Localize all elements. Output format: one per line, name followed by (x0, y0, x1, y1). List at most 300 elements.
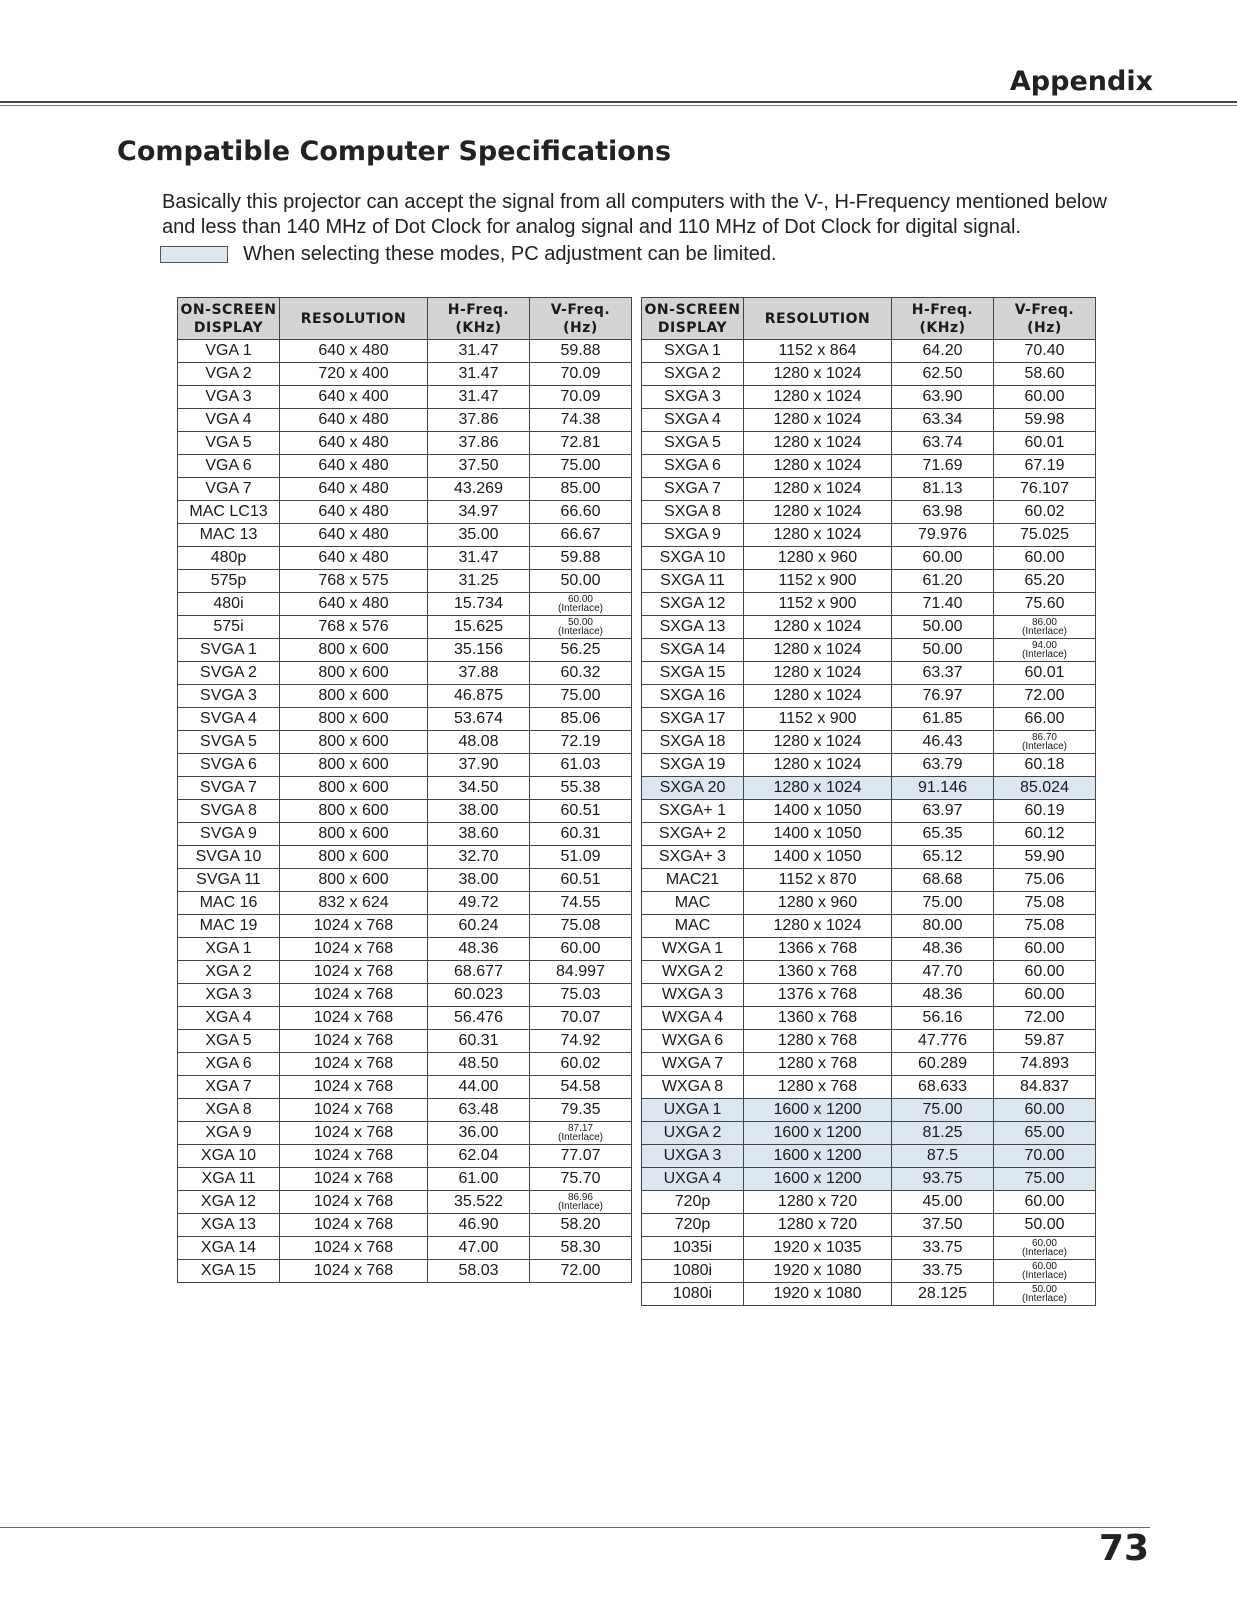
cell-resolution: 640 x 480 (280, 547, 428, 570)
table-row (642, 708, 1096, 731)
table-row (642, 1099, 1096, 1122)
cell-hfreq: 81.25 (892, 1122, 994, 1145)
cell-display: 575p (178, 570, 280, 593)
section-title: Compatible Computer Specifications (117, 136, 672, 167)
cell-hfreq: 68.68 (892, 869, 994, 892)
cell-resolution: 640 x 480 (280, 340, 428, 363)
cell-display: 1080i (642, 1260, 744, 1283)
table-row (178, 593, 632, 616)
cell-hfreq: 31.47 (428, 363, 530, 386)
cell-display: WXGA 3 (642, 984, 744, 1007)
cell-hfreq: 87.5 (892, 1145, 994, 1168)
cell-display: SVGA 6 (178, 754, 280, 777)
cell-vfreq: 74.92 (530, 1030, 632, 1053)
cell-hfreq: 38.60 (428, 823, 530, 846)
cell-display: WXGA 1 (642, 938, 744, 961)
cell-display: SVGA 2 (178, 662, 280, 685)
table-row (178, 455, 632, 478)
cell-display: WXGA 6 (642, 1030, 744, 1053)
cell-display: MAC 13 (178, 524, 280, 547)
cell-display: VGA 1 (178, 340, 280, 363)
table-row (642, 432, 1096, 455)
cell-display: SXGA 20 (642, 777, 744, 800)
cell-display: XGA 7 (178, 1076, 280, 1099)
table-row (642, 869, 1096, 892)
header-rule-thin (0, 105, 1237, 106)
cell-vfreq: 75.025 (994, 524, 1096, 547)
cell-display: XGA 1 (178, 938, 280, 961)
table-row (642, 1214, 1096, 1237)
cell-display: SXGA 7 (642, 478, 744, 501)
cell-hfreq: 80.00 (892, 915, 994, 938)
cell-hfreq: 81.13 (892, 478, 994, 501)
cell-vfreq: 59.98 (994, 409, 1096, 432)
cell-display: MAC LC13 (178, 501, 280, 524)
table-row (178, 409, 632, 432)
table-row (642, 478, 1096, 501)
cell-vfreq: 75.06 (994, 869, 1096, 892)
cell-resolution: 800 x 600 (280, 685, 428, 708)
cell-resolution: 768 x 576 (280, 616, 428, 639)
cell-vfreq: 72.00 (530, 1260, 632, 1283)
table-row (178, 1030, 632, 1053)
table-row (178, 432, 632, 455)
table-row (178, 1191, 632, 1214)
cell-display: XGA 10 (178, 1145, 280, 1168)
table-row (642, 340, 1096, 363)
cell-resolution: 1024 x 768 (280, 1145, 428, 1168)
cell-vfreq: 55.38 (530, 777, 632, 800)
cell-display: SVGA 7 (178, 777, 280, 800)
cell-resolution: 1024 x 768 (280, 1260, 428, 1283)
cell-hfreq: 33.75 (892, 1260, 994, 1283)
cell-hfreq: 63.37 (892, 662, 994, 685)
cell-vfreq: 75.00 (994, 1168, 1096, 1191)
table-row (178, 961, 632, 984)
col-header-resolution: RESOLUTION (280, 298, 428, 340)
cell-hfreq: 63.97 (892, 800, 994, 823)
intro-text (162, 190, 1107, 240)
cell-vfreq: 58.30 (530, 1237, 632, 1260)
cell-resolution: 800 x 600 (280, 662, 428, 685)
cell-resolution: 1280 x 1024 (744, 685, 892, 708)
cell-resolution: 1152 x 900 (744, 570, 892, 593)
cell-resolution: 1024 x 768 (280, 915, 428, 938)
cell-resolution: 1360 x 768 (744, 961, 892, 984)
cell-hfreq: 60.023 (428, 984, 530, 1007)
cell-hfreq: 46.43 (892, 731, 994, 754)
table-row (178, 846, 632, 869)
cell-display: 1080i (642, 1283, 744, 1306)
cell-vfreq: 59.88 (530, 340, 632, 363)
table-row (642, 754, 1096, 777)
cell-vfreq: 77.07 (530, 1145, 632, 1168)
cell-display: MAC21 (642, 869, 744, 892)
cell-display: VGA 7 (178, 478, 280, 501)
cell-hfreq: 93.75 (892, 1168, 994, 1191)
cell-resolution: 1152 x 864 (744, 340, 892, 363)
cell-vfreq: 50.00 (Interlace) (530, 616, 632, 639)
table-row (178, 685, 632, 708)
cell-display: 1035i (642, 1237, 744, 1260)
cell-hfreq: 68.677 (428, 961, 530, 984)
cell-hfreq: 46.90 (428, 1214, 530, 1237)
cell-resolution: 1280 x 1024 (744, 616, 892, 639)
cell-resolution: 640 x 480 (280, 409, 428, 432)
cell-display: SXGA 8 (642, 501, 744, 524)
cell-vfreq: 51.09 (530, 846, 632, 869)
cell-display: 720p (642, 1191, 744, 1214)
table-row (642, 1168, 1096, 1191)
cell-hfreq: 46.875 (428, 685, 530, 708)
spec-table-right (641, 297, 1096, 1306)
cell-resolution: 1600 x 1200 (744, 1145, 892, 1168)
cell-display: SXGA 5 (642, 432, 744, 455)
table-row (642, 1237, 1096, 1260)
cell-display: MAC 16 (178, 892, 280, 915)
cell-vfreq: 60.02 (530, 1053, 632, 1076)
cell-display: XGA 5 (178, 1030, 280, 1053)
cell-resolution: 800 x 600 (280, 800, 428, 823)
cell-resolution: 1024 x 768 (280, 1122, 428, 1145)
cell-hfreq: 33.75 (892, 1237, 994, 1260)
table-row (642, 409, 1096, 432)
cell-vfreq: 60.00 (994, 938, 1096, 961)
table-row (178, 662, 632, 685)
table-row (642, 386, 1096, 409)
cell-vfreq: 60.19 (994, 800, 1096, 823)
cell-hfreq: 38.00 (428, 800, 530, 823)
cell-resolution: 800 x 600 (280, 731, 428, 754)
cell-vfreq: 74.55 (530, 892, 632, 915)
table-row (642, 823, 1096, 846)
cell-resolution: 1280 x 960 (744, 892, 892, 915)
cell-vfreq: 75.60 (994, 593, 1096, 616)
header-rule (0, 101, 1237, 103)
cell-hfreq: 61.20 (892, 570, 994, 593)
cell-vfreq: 67.19 (994, 455, 1096, 478)
cell-display: XGA 9 (178, 1122, 280, 1145)
table-row (178, 524, 632, 547)
cell-display: SVGA 10 (178, 846, 280, 869)
cell-vfreq: 60.18 (994, 754, 1096, 777)
cell-hfreq: 60.24 (428, 915, 530, 938)
table-row (642, 1076, 1096, 1099)
cell-hfreq: 62.04 (428, 1145, 530, 1168)
cell-vfreq: 72.00 (994, 685, 1096, 708)
table-row (642, 616, 1096, 639)
table-row (178, 1122, 632, 1145)
table-row (178, 501, 632, 524)
cell-vfreq: 72.19 (530, 731, 632, 754)
cell-resolution: 1366 x 768 (744, 938, 892, 961)
cell-resolution: 1024 x 768 (280, 1191, 428, 1214)
cell-resolution: 1280 x 1024 (744, 731, 892, 754)
cell-display: SXGA 15 (642, 662, 744, 685)
cell-hfreq: 76.97 (892, 685, 994, 708)
cell-vfreq: 60.00 (994, 1099, 1096, 1122)
table-row (178, 363, 632, 386)
cell-display: VGA 2 (178, 363, 280, 386)
table-row (642, 961, 1096, 984)
cell-vfreq: 60.02 (994, 501, 1096, 524)
cell-vfreq: 75.03 (530, 984, 632, 1007)
cell-display: WXGA 8 (642, 1076, 744, 1099)
table-row (178, 547, 632, 570)
cell-hfreq: 38.00 (428, 869, 530, 892)
cell-display: WXGA 2 (642, 961, 744, 984)
cell-display: SXGA 17 (642, 708, 744, 731)
cell-display: VGA 3 (178, 386, 280, 409)
cell-hfreq: 63.98 (892, 501, 994, 524)
cell-resolution: 1024 x 768 (280, 1168, 428, 1191)
cell-vfreq: 72.00 (994, 1007, 1096, 1030)
table-row (642, 524, 1096, 547)
cell-vfreq: 70.07 (530, 1007, 632, 1030)
cell-hfreq: 65.35 (892, 823, 994, 846)
cell-vfreq: 60.00 (994, 961, 1096, 984)
cell-hfreq: 32.70 (428, 846, 530, 869)
cell-hfreq: 35.156 (428, 639, 530, 662)
cell-hfreq: 35.522 (428, 1191, 530, 1214)
table-row (642, 501, 1096, 524)
cell-display: SVGA 9 (178, 823, 280, 846)
cell-vfreq: 60.00 (994, 386, 1096, 409)
cell-hfreq: 31.47 (428, 340, 530, 363)
table-row (642, 1053, 1096, 1076)
cell-display: SVGA 11 (178, 869, 280, 892)
cell-hfreq: 47.776 (892, 1030, 994, 1053)
cell-resolution: 640 x 480 (280, 593, 428, 616)
cell-vfreq: 86.00 (Interlace) (994, 616, 1096, 639)
cell-hfreq: 15.625 (428, 616, 530, 639)
cell-display: SXGA 9 (642, 524, 744, 547)
table-row (178, 915, 632, 938)
cell-display: XGA 8 (178, 1099, 280, 1122)
cell-vfreq: 59.87 (994, 1030, 1096, 1053)
table-row (642, 662, 1096, 685)
cell-hfreq: 43.269 (428, 478, 530, 501)
cell-resolution: 640 x 400 (280, 386, 428, 409)
cell-hfreq: 71.69 (892, 455, 994, 478)
cell-hfreq: 56.476 (428, 1007, 530, 1030)
cell-hfreq: 48.36 (892, 984, 994, 1007)
header-title: Appendix (1009, 66, 1153, 97)
cell-vfreq: 87.17 (Interlace) (530, 1122, 632, 1145)
cell-vfreq: 50.00 (530, 570, 632, 593)
cell-hfreq: 44.00 (428, 1076, 530, 1099)
cell-resolution: 1920 x 1035 (744, 1237, 892, 1260)
cell-resolution: 800 x 600 (280, 754, 428, 777)
table-row (178, 570, 632, 593)
table-row (178, 938, 632, 961)
cell-hfreq: 64.20 (892, 340, 994, 363)
cell-vfreq: 85.00 (530, 478, 632, 501)
table-row (178, 1076, 632, 1099)
cell-vfreq: 66.00 (994, 708, 1096, 731)
cell-resolution: 1152 x 900 (744, 708, 892, 731)
table-row (642, 915, 1096, 938)
cell-vfreq: 60.51 (530, 800, 632, 823)
cell-vfreq: 60.01 (994, 432, 1096, 455)
table-row (642, 455, 1096, 478)
table-row (642, 1030, 1096, 1053)
cell-hfreq: 31.47 (428, 386, 530, 409)
cell-display: 720p (642, 1214, 744, 1237)
table-row (642, 1145, 1096, 1168)
table-row (178, 1007, 632, 1030)
cell-vfreq: 66.67 (530, 524, 632, 547)
table-row (642, 892, 1096, 915)
cell-vfreq: 60.00 (994, 984, 1096, 1007)
table-row (178, 1145, 632, 1168)
table-row (178, 1099, 632, 1122)
table-row (642, 731, 1096, 754)
cell-resolution: 1280 x 1024 (744, 432, 892, 455)
cell-display: WXGA 7 (642, 1053, 744, 1076)
cell-vfreq: 70.40 (994, 340, 1096, 363)
cell-display: SXGA 10 (642, 547, 744, 570)
cell-hfreq: 61.85 (892, 708, 994, 731)
table-header-row (178, 298, 632, 340)
cell-vfreq: 74.893 (994, 1053, 1096, 1076)
cell-resolution: 1280 x 1024 (744, 501, 892, 524)
cell-hfreq: 47.70 (892, 961, 994, 984)
cell-display: MAC (642, 915, 744, 938)
cell-hfreq: 60.31 (428, 1030, 530, 1053)
cell-resolution: 1360 x 768 (744, 1007, 892, 1030)
cell-hfreq: 91.146 (892, 777, 994, 800)
cell-display: 480p (178, 547, 280, 570)
legend (160, 242, 777, 266)
cell-hfreq: 37.50 (892, 1214, 994, 1237)
cell-vfreq: 60.51 (530, 869, 632, 892)
page-number: 73 (1098, 1528, 1149, 1569)
table-row (178, 892, 632, 915)
cell-resolution: 1400 x 1050 (744, 823, 892, 846)
col-header-vfreq: V-Freq. (Hz) (994, 298, 1096, 340)
cell-resolution: 1280 x 1024 (744, 363, 892, 386)
cell-display: SXGA 18 (642, 731, 744, 754)
col-header-display: ON-SCREEN DISPLAY (642, 298, 744, 340)
cell-vfreq: 70.09 (530, 386, 632, 409)
cell-resolution: 1600 x 1200 (744, 1099, 892, 1122)
cell-hfreq: 48.50 (428, 1053, 530, 1076)
cell-vfreq: 85.024 (994, 777, 1096, 800)
cell-vfreq: 54.58 (530, 1076, 632, 1099)
table-row (178, 1168, 632, 1191)
cell-vfreq: 94.00 (Interlace) (994, 639, 1096, 662)
cell-vfreq: 60.01 (994, 662, 1096, 685)
cell-display: XGA 12 (178, 1191, 280, 1214)
table-row (178, 731, 632, 754)
cell-hfreq: 37.86 (428, 432, 530, 455)
cell-hfreq: 60.289 (892, 1053, 994, 1076)
cell-vfreq: 60.00 (530, 938, 632, 961)
cell-hfreq: 37.88 (428, 662, 530, 685)
cell-hfreq: 34.97 (428, 501, 530, 524)
cell-resolution: 1920 x 1080 (744, 1260, 892, 1283)
spec-table-left (177, 297, 632, 1283)
cell-resolution: 1280 x 1024 (744, 639, 892, 662)
cell-resolution: 1280 x 1024 (744, 386, 892, 409)
cell-hfreq: 35.00 (428, 524, 530, 547)
table-row (178, 1053, 632, 1076)
cell-vfreq: 60.00 (994, 1191, 1096, 1214)
cell-display: SXGA+ 2 (642, 823, 744, 846)
col-header-display: ON-SCREEN DISPLAY (178, 298, 280, 340)
cell-hfreq: 15.734 (428, 593, 530, 616)
table-row (642, 984, 1096, 1007)
cell-display: VGA 6 (178, 455, 280, 478)
cell-display: SXGA 14 (642, 639, 744, 662)
cell-hfreq: 48.08 (428, 731, 530, 754)
table-row (642, 547, 1096, 570)
cell-hfreq: 34.50 (428, 777, 530, 800)
intro-line-1: Basically this projector can accept the signal from all computers with the V-, H-Frequency mentioned below (162, 191, 1107, 213)
cell-resolution: 1280 x 1024 (744, 777, 892, 800)
cell-display: SXGA 11 (642, 570, 744, 593)
cell-resolution: 640 x 480 (280, 524, 428, 547)
cell-vfreq: 56.25 (530, 639, 632, 662)
cell-resolution: 1152 x 870 (744, 869, 892, 892)
cell-resolution: 1400 x 1050 (744, 846, 892, 869)
cell-resolution: 1024 x 768 (280, 1076, 428, 1099)
cell-resolution: 1280 x 768 (744, 1053, 892, 1076)
cell-vfreq: 75.08 (530, 915, 632, 938)
cell-resolution: 1024 x 768 (280, 1030, 428, 1053)
cell-display: XGA 13 (178, 1214, 280, 1237)
cell-vfreq: 61.03 (530, 754, 632, 777)
cell-display: SVGA 4 (178, 708, 280, 731)
cell-resolution: 1280 x 960 (744, 547, 892, 570)
table-header-row (642, 298, 1096, 340)
cell-display: SVGA 1 (178, 639, 280, 662)
cell-resolution: 1280 x 768 (744, 1076, 892, 1099)
cell-resolution: 832 x 624 (280, 892, 428, 915)
cell-resolution: 1280 x 768 (744, 1030, 892, 1053)
cell-resolution: 720 x 400 (280, 363, 428, 386)
cell-hfreq: 36.00 (428, 1122, 530, 1145)
cell-vfreq: 70.00 (994, 1145, 1096, 1168)
cell-vfreq: 58.60 (994, 363, 1096, 386)
cell-vfreq: 76.107 (994, 478, 1096, 501)
cell-vfreq: 84.997 (530, 961, 632, 984)
cell-vfreq: 65.20 (994, 570, 1096, 593)
table-row (642, 800, 1096, 823)
cell-hfreq: 48.36 (428, 938, 530, 961)
cell-vfreq: 74.38 (530, 409, 632, 432)
cell-vfreq: 86.96 (Interlace) (530, 1191, 632, 1214)
cell-hfreq: 68.633 (892, 1076, 994, 1099)
table-row (642, 777, 1096, 800)
cell-display: UXGA 2 (642, 1122, 744, 1145)
cell-display: UXGA 1 (642, 1099, 744, 1122)
cell-resolution: 640 x 480 (280, 478, 428, 501)
cell-hfreq: 49.72 (428, 892, 530, 915)
cell-display: XGA 4 (178, 1007, 280, 1030)
cell-vfreq: 79.35 (530, 1099, 632, 1122)
cell-resolution: 1024 x 768 (280, 1237, 428, 1260)
cell-resolution: 1400 x 1050 (744, 800, 892, 823)
cell-resolution: 1280 x 1024 (744, 478, 892, 501)
cell-hfreq: 28.125 (892, 1283, 994, 1306)
cell-display: SXGA 1 (642, 340, 744, 363)
cell-resolution: 1024 x 768 (280, 1053, 428, 1076)
cell-vfreq: 60.32 (530, 662, 632, 685)
cell-resolution: 1280 x 1024 (744, 455, 892, 478)
legend-text: When selecting these modes, PC adjustment can be limited. (243, 242, 777, 265)
